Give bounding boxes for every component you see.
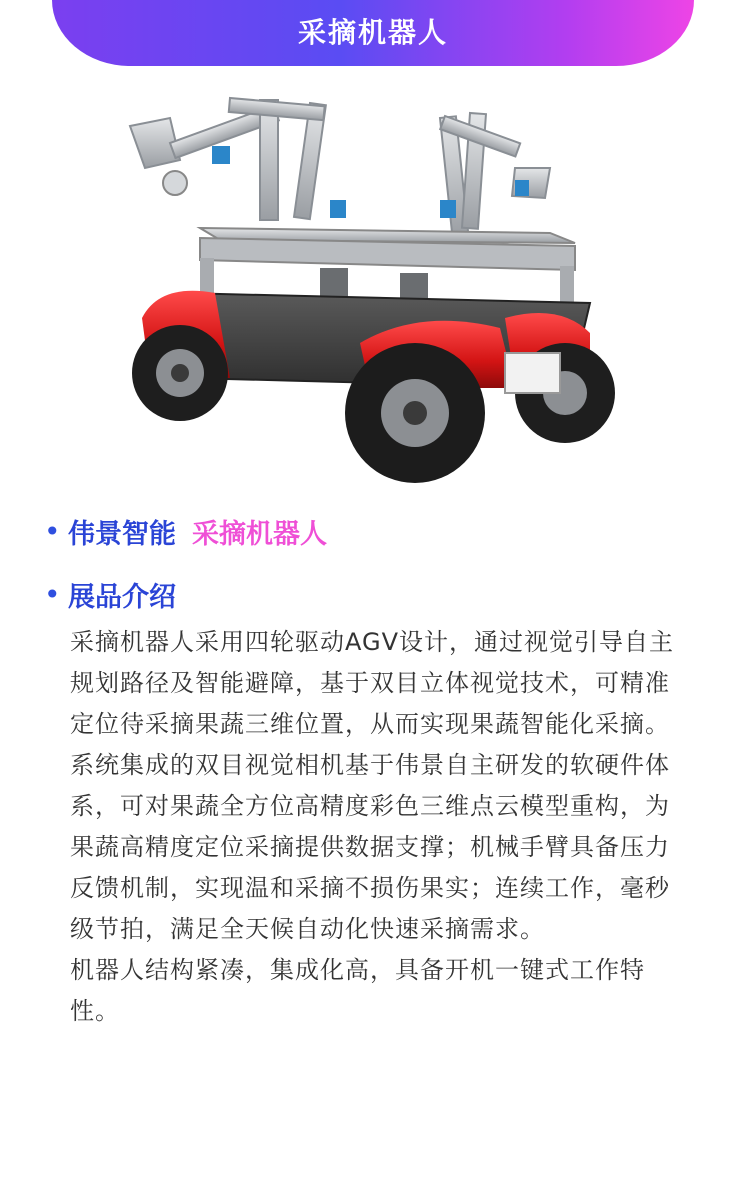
picking-robot-image bbox=[120, 88, 620, 498]
bullet-icon: • bbox=[44, 514, 61, 548]
bullet-icon: • bbox=[44, 577, 61, 611]
product-heading bbox=[44, 512, 327, 551]
description-paragraph: 机器人结构紧凑，集成化高，具备开机一键式工作特性。 bbox=[70, 956, 645, 1025]
description-paragraph: 系统集成的双目视觉相机基于伟景自主研发的软硬件体系，可对果蔬全方位高精度彩色三维点云模型重构，为果蔬高精度定位采摘提供数据支撑；机械手臂具备压力反馈机制，实现温和采摘不损伤果实；连续工作，毫秒级节拍，满足全天候自动化快速采摘需求。 bbox=[70, 751, 670, 943]
description-paragraph: 采摘机器人采用四轮驱动AGV设计，通过视觉引导自主规划路径及智能避障，基于双目立体视觉技术，可精准定位待采摘果蔬三维位置，从而实现果蔬智能化采摘。 bbox=[70, 628, 675, 738]
title-banner bbox=[52, 0, 694, 66]
banner-title: 采摘机器人 bbox=[297, 16, 448, 49]
intro-heading bbox=[44, 575, 176, 614]
intro-label: 展品介绍 bbox=[68, 582, 176, 613]
description-text bbox=[70, 622, 680, 1032]
brand-name: 伟景智能 bbox=[68, 519, 176, 550]
product-name: 采摘机器人 bbox=[192, 519, 327, 550]
